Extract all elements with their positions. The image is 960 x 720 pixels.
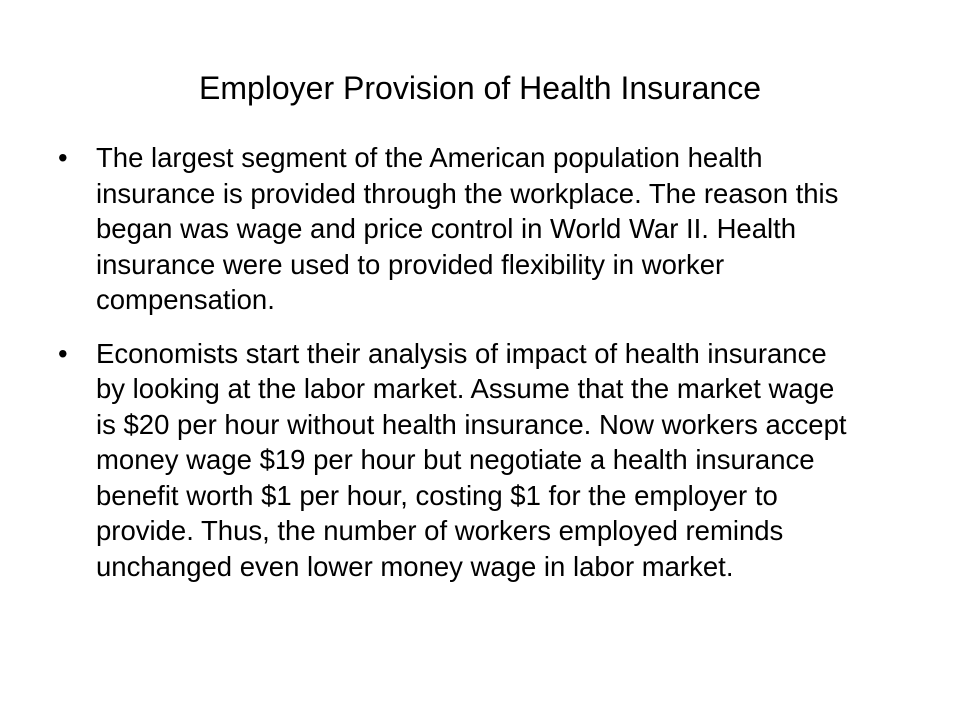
bullet-list (58, 140, 848, 602)
bullet-text: Economists start their analysis of impact of health insurance by looking at the labor market. Assume that the market wage is $20 per hour without health insurance. Now workers accept money wage $19 per hour but negotiate a health insurance benefit worth $1 per hour, costing $1 for the employer to provide. Thus, the number of workers employed reminds unchanged even lower money wage in labor market. (96, 337, 847, 582)
bullet-marker: • (58, 142, 68, 173)
slide-title: Employer Provision of Health Insurance (198, 70, 762, 106)
bullet-item (58, 336, 848, 585)
bullet-text: The largest segment of the American population health insurance is provided through the workplace. The reason this began was wage and price control in World War II. Health insurance were used to provided flexibility in worker compensation. (96, 142, 839, 315)
bullet-item (58, 140, 848, 318)
bullet-marker: • (58, 337, 68, 369)
